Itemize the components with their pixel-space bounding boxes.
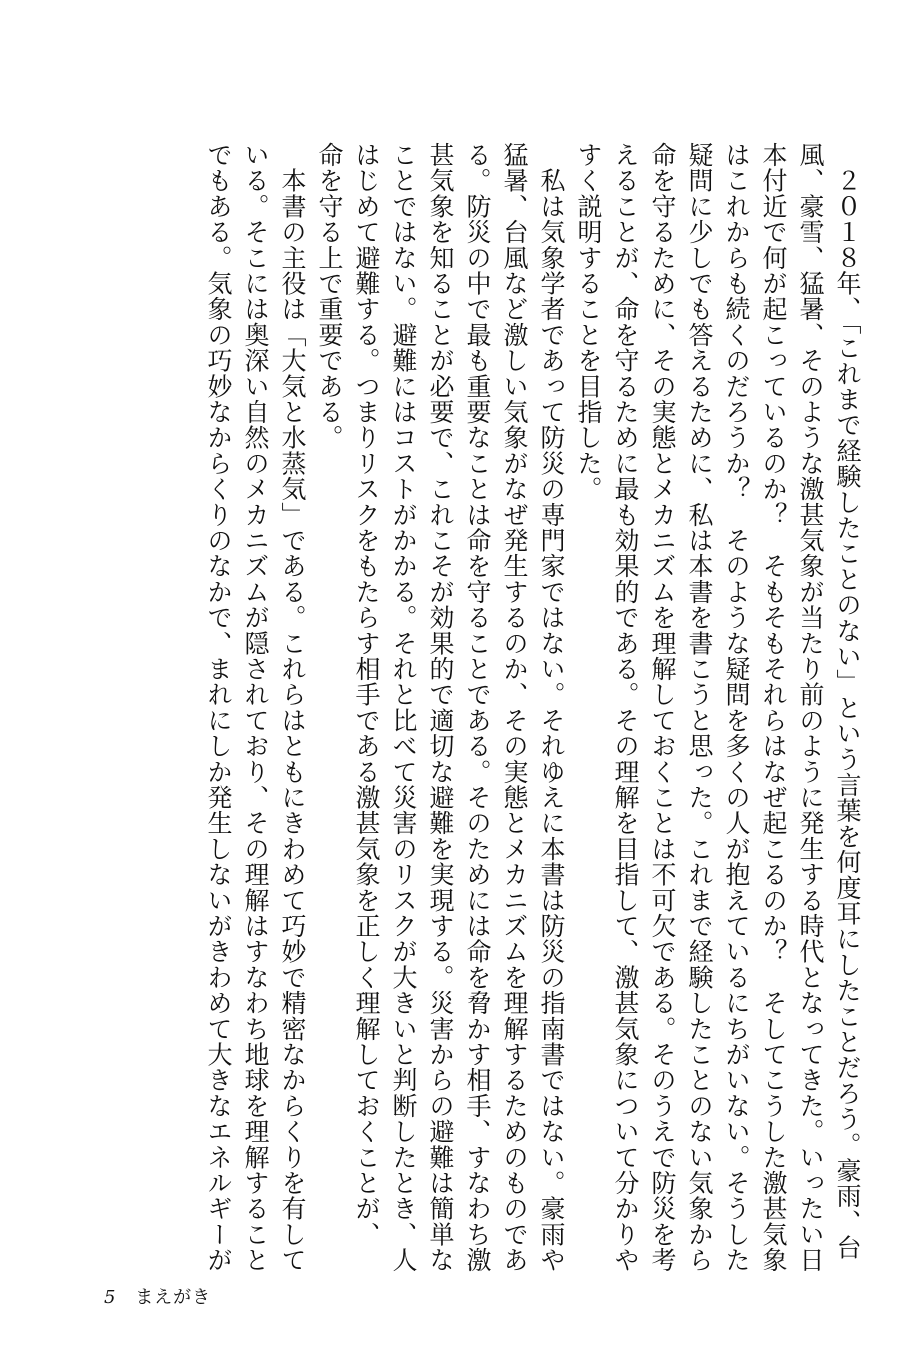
body-line-1: ２０１８年、「これまで経験したことのない」という言葉を何度耳にしたことだろう。豪雨、台: [833, 142, 862, 1261]
body-line-9: 私は気象学者であって防災の専門家ではない。それゆえに本書は防災の指南書ではない。豪雨や: [537, 142, 566, 1273]
body-line-2: 風、豪雪、猛暑、そのような激甚気象が当たり前のように発生する時代となってきた。いったい日: [796, 142, 825, 1273]
body-line-10: 猛暑、台風など激しい気象がなぜ発生するのか、その実態とメカニズムを理解するためのものであ: [500, 142, 529, 1273]
body-line-18: でもある。気象の巧妙なからくりのなかで、まれにしか発生しないがきわめて大きなエネルギーが: [204, 142, 233, 1273]
body-line-4: はこれからも続くのだろうか？ そのような疑問を多くの人が抱えているにちがいない。そうした: [722, 142, 751, 1273]
body-line-15: 命を守る上で重要である。: [315, 142, 344, 451]
body-line-11: る。防災の中で最も重要なことは命を守ることである。そのためには命を脅かす相手、すなわち激: [463, 142, 492, 1273]
vertical-body-text: [90, 142, 862, 1273]
body-line-7: えることが、命を守るために最も効果的である。その理解を目指して、激甚気象について分かりや: [611, 142, 640, 1273]
body-line-13: ことではない。避難にはコストがかかる。それと比べて災害のリスクが大きいと判断したとき、人: [389, 142, 418, 1273]
running-title: まえがき: [135, 1287, 212, 1308]
page-footer: [104, 1286, 211, 1310]
page-number: 5: [104, 1287, 116, 1308]
body-line-6: 命を守るために、その実態とメカニズムを理解しておくことは不可欠である。そのうえで防災を考: [648, 142, 677, 1273]
body-line-3: 本付近で何が起こっているのか？ そもそもそれらはなぜ起こるのか？ そしてこうした激甚気象: [759, 142, 788, 1273]
body-line-17: いる。そこには奥深い自然のメカニズムが隠されており、その理解はすなわち地球を理解すること: [241, 142, 270, 1273]
body-line-5: 疑問に少しでも答えるために、私は本書を書こうと思った。これまで経験したことのない気象から: [685, 142, 714, 1273]
body-line-16: 本書の主役は「大気と水蒸気」である。これらはともにきわめて巧妙で精密なからくりを有して: [278, 142, 307, 1273]
body-line-8: すく説明することを目指した。: [574, 142, 603, 502]
body-line-14: はじめて避難する。つまりリスクをもたらす相手である激甚気象を正しく理解しておくことが、: [352, 142, 381, 1248]
body-line-12: 甚気象を知ることが必要で、これこそが効果的で適切な避難を実現する。災害からの避難は簡単な: [426, 142, 455, 1273]
